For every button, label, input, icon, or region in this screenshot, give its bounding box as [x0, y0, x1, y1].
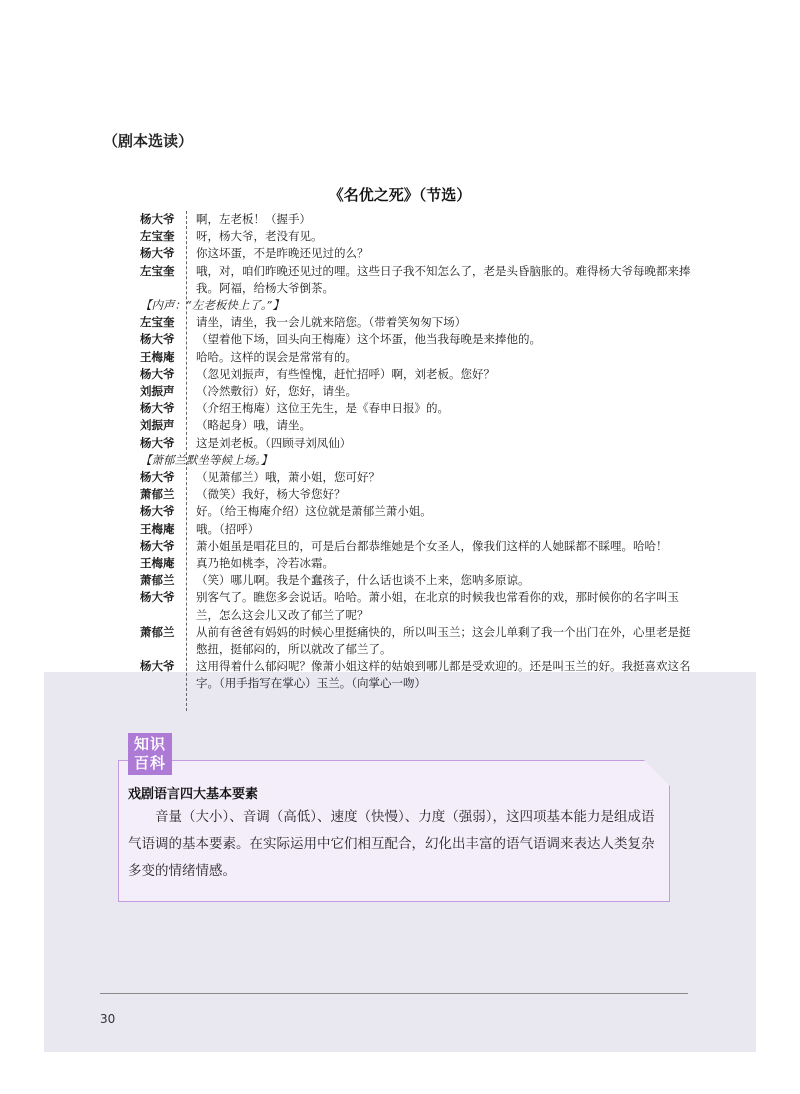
script-excerpt [140, 211, 700, 693]
section-heading: （剧本选读） [103, 132, 194, 150]
dialogue-line [140, 658, 700, 692]
speaker-name: 杨大爷 [140, 246, 175, 261]
dialogue-text: （冷然敷衍）好，您好，请坐。 [196, 384, 357, 399]
dialogue-line [140, 263, 700, 297]
dialogue-text: 哈哈。这样的误会是常常有的。 [196, 349, 357, 364]
stage-direction-text: 【萧郁兰默坐等候上场。】 [140, 452, 273, 467]
dialogue-line [140, 486, 700, 503]
dialogue-text: 哦，对，咱们昨晚还见过的哩。这些日子我不知怎么了，老是头昏脑胀的。难得杨大爷每晚都来捧我。阿福，给杨大爷倒茶。 [196, 263, 691, 295]
speaker-name: 萧郁兰 [140, 624, 175, 639]
dialogue-text: 别客气了。瞧您多会说话。哈哈。萧小姐，在北京的时候我也常看你的戏，那时候你的名字叫玉兰，怎么这会儿又改了郁兰了呢？ [196, 590, 679, 622]
dialogue-line [140, 349, 700, 366]
dialogue-text: 真乃艳如桃李，冷若冰霜。 [196, 556, 334, 571]
badge-bottom: 百科 [133, 754, 166, 772]
dialogue-line [140, 555, 700, 572]
stage-direction-text: 【内声：“左老板快上了。”】 [140, 298, 285, 313]
speaker-name: 萧郁兰 [140, 487, 175, 502]
dialogue-line [140, 589, 700, 623]
dialogue-line [140, 228, 700, 245]
speaker-name: 杨大爷 [140, 470, 175, 485]
speaker-name: 杨大爷 [140, 538, 175, 553]
dialogue-text: 这用得着什么郁闷呢？像萧小姐这样的姑娘到哪儿都是受欢迎的。还是叫玉兰的好。我挺喜欢这名字。（用手指写在掌心）玉兰。（向掌心一吻） [196, 659, 691, 691]
speaker-name: 左宝奎 [140, 315, 175, 330]
speaker-name: 杨大爷 [140, 435, 175, 450]
knowledge-badge [128, 733, 172, 775]
knowledge-body: 音量（大小）、音调（高低）、速度（快慢）、力度（强弱），这四项基本能力是组成语气语调的基本要素。在实际运用中它们相互配合，幻化出丰富的语气语调来表达人类复杂多变的情绪情感。 [128, 809, 655, 879]
speaker-name: 刘振声 [140, 384, 175, 399]
badge-top: 知识 [133, 735, 166, 753]
stage-direction [140, 297, 700, 314]
dialogue-line [140, 538, 700, 555]
dialogue-text: （见萧郁兰）哦，萧小姐，您可好？ [196, 470, 380, 485]
speaker-name: 王梅庵 [140, 349, 175, 364]
dialogue-text: （忽见刘振声，有些惶愧，赶忙招呼）啊，刘老板。您好？ [196, 366, 495, 381]
speaker-name: 左宝奎 [140, 229, 175, 244]
speaker-name: 刘振声 [140, 418, 175, 433]
dialogue-text: （笑）哪儿啊。我是个蠢孩子，什么话也谈不上来，您呐多原谅。 [196, 573, 530, 588]
speaker-name: 萧郁兰 [140, 573, 175, 588]
dialogue-text: 啊，左老板！（握手） [196, 212, 311, 226]
speaker-name: 杨大爷 [140, 212, 175, 226]
speaker-name: 杨大爷 [140, 332, 175, 347]
knowledge-title: 戏剧语言四大基本要素 [128, 787, 259, 802]
dialogue-line [140, 503, 700, 520]
dialogue-text: 好。（给王梅庵介绍）这位就是萧郁兰萧小姐。 [196, 504, 432, 519]
speaker-name: 杨大爷 [140, 366, 175, 381]
dialogue-line [140, 366, 700, 383]
footer-rule [100, 993, 688, 994]
dialogue-line [140, 624, 700, 658]
dialogue-text: （略起身）哦，请坐。 [196, 418, 311, 433]
dialogue-line [140, 331, 700, 348]
speaker-name: 杨大爷 [140, 504, 175, 519]
dialogue-text: （望着他下场，回头向王梅庵）这个坏蛋，他当我每晚是来捧他的。 [196, 332, 541, 347]
speaker-name: 左宝奎 [140, 263, 175, 278]
dialogue-line [140, 383, 700, 400]
page-number: 30 [100, 1012, 116, 1026]
dialogue-line [140, 314, 700, 331]
dialogue-text: （介绍王梅庵）这位王先生，是《春申日报》的。 [196, 401, 449, 416]
speaker-name: 杨大爷 [140, 659, 175, 674]
script-title: 《名优之死》（节选） [328, 186, 472, 204]
dialogue-text: 这是刘老板。（四顾寻刘凤仙） [196, 435, 352, 450]
stage-direction [140, 452, 700, 469]
dialogue-text: 呀，杨大爷，老没有见。 [196, 229, 323, 244]
dialogue-line [140, 245, 700, 262]
dialogue-line [140, 417, 700, 434]
dialogue-text: （微笑）我好，杨大爷您好？ [196, 487, 346, 502]
dialogue-text: 你这坏蛋，不是昨晚还见过的么？ [196, 246, 369, 261]
dialogue-text: 从前有爸爸有妈妈的时候心里挺痛快的，所以叫玉兰；这会儿单剩了我一个出门在外，心里老是挺憋扭，挺郁闷的，所以就改了郁兰了。 [196, 624, 691, 657]
dialogue-line [140, 469, 700, 486]
dialogue-text: 萧小姐虽是唱花旦的，可是后台都恭维她是个女圣人，像我们这样的人她睬都不睬哩。哈哈！ [196, 538, 668, 553]
speaker-name: 王梅庵 [140, 521, 175, 536]
speaker-name: 杨大爷 [140, 590, 175, 605]
dialogue-line [140, 521, 700, 538]
dialogue-line [140, 400, 700, 417]
dialogue-line [140, 211, 700, 228]
dialogue-line [140, 435, 700, 452]
speaker-name: 杨大爷 [140, 401, 175, 416]
dialogue-line [140, 572, 700, 589]
dialogue-text: 请坐，请坐，我一会儿就来陪您。（带着笑匆匆下场） [196, 315, 467, 330]
dialogue-text: 哦。（招呼） [196, 521, 260, 536]
speaker-name: 王梅庵 [140, 556, 175, 571]
